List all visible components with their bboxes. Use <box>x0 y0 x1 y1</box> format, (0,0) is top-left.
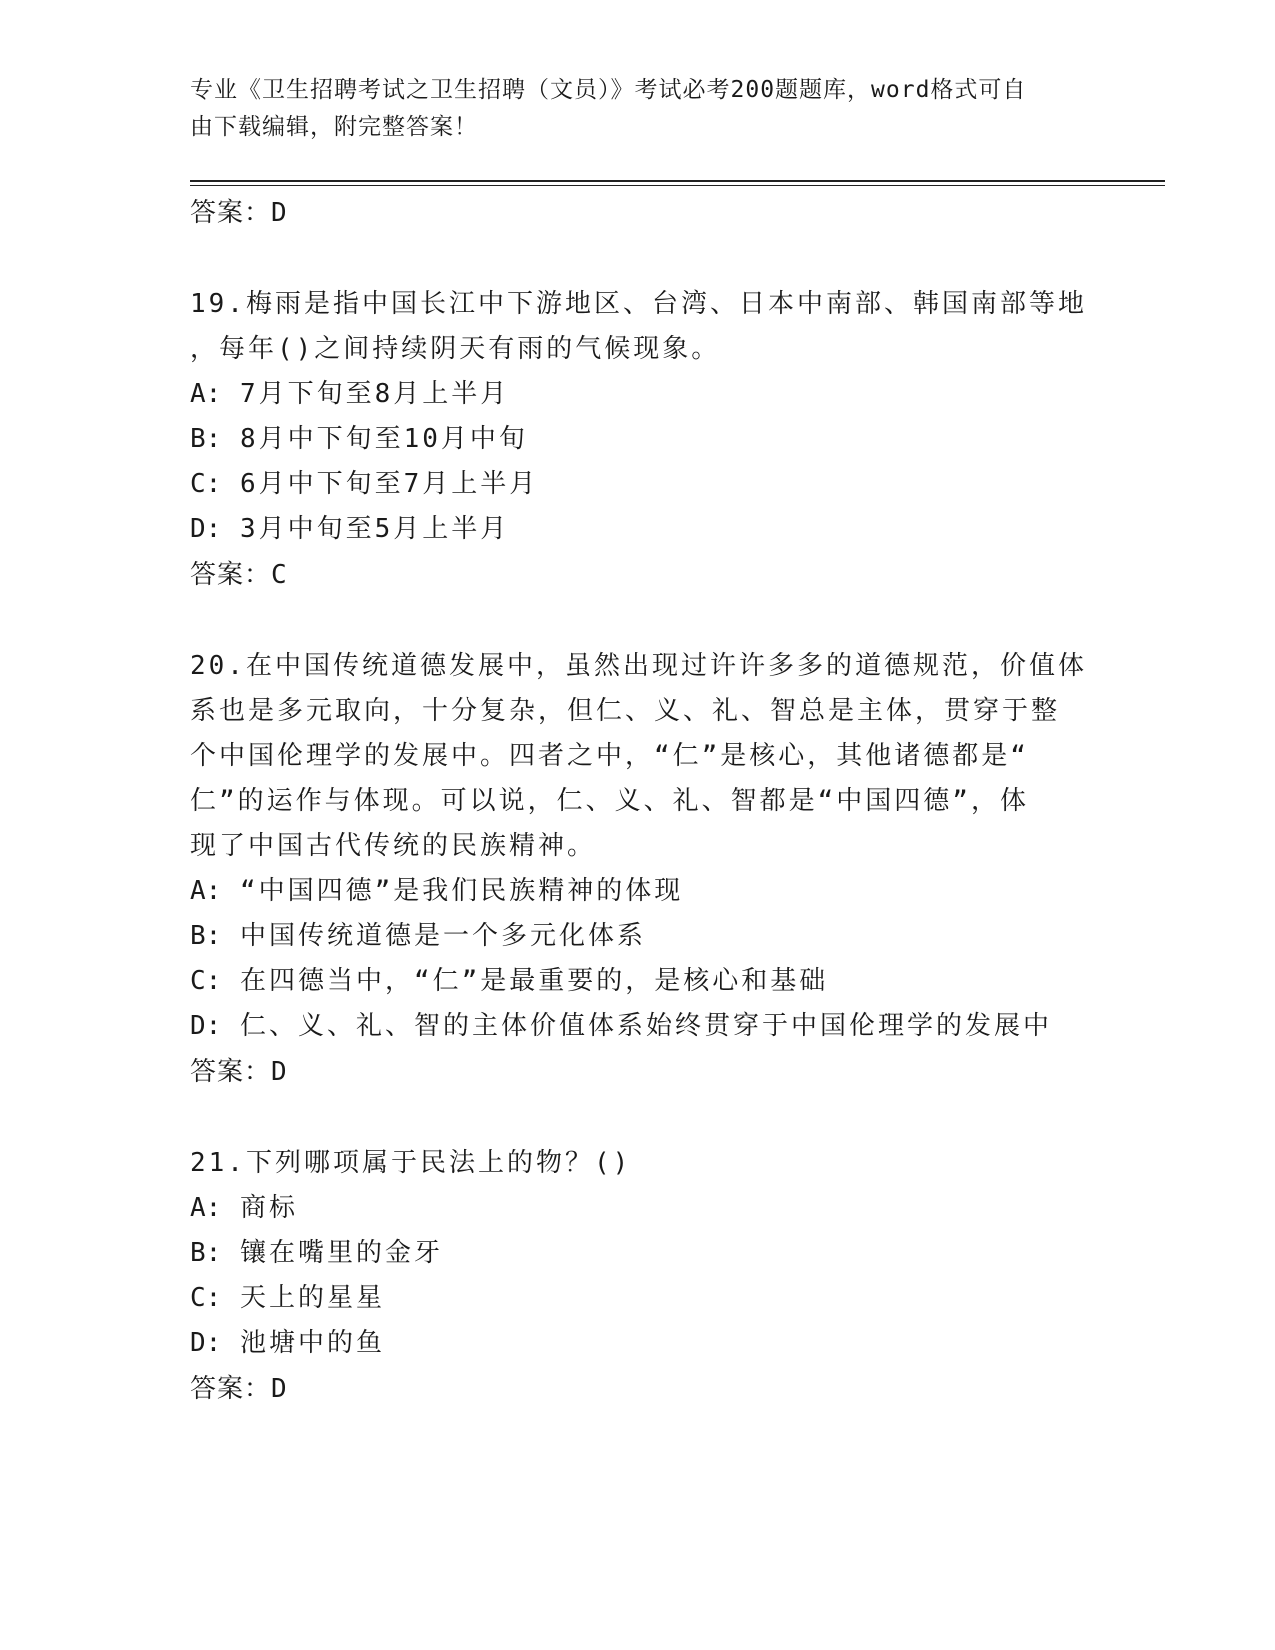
question-stem <box>190 282 1090 372</box>
option-text: 6月中下旬至7月上半月 <box>239 469 539 499</box>
header-line-1: 专业《卫生招聘考试之卫生招聘（文员）》考试必考200题题库，word格式可自 <box>190 77 1027 103</box>
question-stem <box>190 1141 1090 1186</box>
option-label: C: <box>190 1283 222 1313</box>
option-label: A: <box>190 876 222 906</box>
option-label: B: <box>190 1238 222 1268</box>
option-text: 仁、义、礼、智的主体价值体系始终贯穿于中国伦理学的发展中 <box>239 1011 1052 1041</box>
option-text: 天上的星星 <box>239 1283 385 1313</box>
option-b <box>190 417 1090 462</box>
option-label: B: <box>190 921 222 951</box>
question-stem <box>190 644 1090 869</box>
header-divider-thin <box>190 185 1165 186</box>
option-label: D: <box>190 1011 222 1041</box>
option-a <box>190 1186 1090 1231</box>
option-text: “中国四德”是我们民族精神的体现 <box>239 876 684 906</box>
question-answer: 答案：D <box>190 1374 288 1404</box>
option-d <box>190 1321 1090 1366</box>
stem-line: 现了中国古代传统的民族精神。 <box>190 831 597 861</box>
stem-line: 个中国伦理学的发展中。四者之中，“仁”是核心，其他诸德都是“ <box>190 741 1029 771</box>
stem-line: 19.梅雨是指中国长江中下游地区、台湾、日本中南部、韩国南部等地 <box>190 289 1087 319</box>
option-text: 中国传统道德是一个多元化体系 <box>239 921 646 951</box>
stem-line: 21.下列哪项属于民法上的物？() <box>190 1148 632 1178</box>
option-text: 商标 <box>239 1193 298 1223</box>
option-label: C: <box>190 966 222 996</box>
question-20 <box>190 644 1090 1095</box>
header-divider-thick <box>190 180 1165 182</box>
document-header <box>190 72 1090 146</box>
option-c <box>190 959 1090 1004</box>
stem-line: 20.在中国传统道德发展中，虽然出现过许许多多的道德规范，价值体 <box>190 651 1087 681</box>
option-text: 镶在嘴里的金牙 <box>239 1238 443 1268</box>
header-line-2: 由下载编辑，附完整答案！ <box>190 114 478 140</box>
option-label: C: <box>190 469 222 499</box>
stem-line: ，每年()之间持续阴天有雨的气候现象。 <box>190 334 721 364</box>
option-c <box>190 462 1090 507</box>
question-answer: 答案：C <box>190 560 288 590</box>
option-b <box>190 914 1090 959</box>
option-a <box>190 869 1090 914</box>
option-b <box>190 1231 1090 1276</box>
option-d <box>190 1004 1090 1049</box>
option-text: 池塘中的鱼 <box>239 1328 385 1358</box>
stem-line: 系也是多元取向，十分复杂，但仁、义、礼、智总是主体，贯穿于整 <box>190 696 1061 726</box>
stem-line: 仁”的运作与体现。可以说，仁、义、礼、智都是“中国四德”，体 <box>190 786 1029 816</box>
option-label: A: <box>190 379 222 409</box>
question-answer: 答案：D <box>190 1057 288 1087</box>
previous-question-answer: 答案：D <box>190 198 288 228</box>
question-list <box>190 190 1090 1412</box>
option-label: B: <box>190 424 222 454</box>
question-21 <box>190 1141 1090 1412</box>
option-c <box>190 1276 1090 1321</box>
option-text: 在四德当中，“仁”是最重要的，是核心和基础 <box>239 966 829 996</box>
option-label: A: <box>190 1193 222 1223</box>
question-19 <box>190 282 1090 598</box>
option-a <box>190 372 1090 417</box>
option-text: 8月中下旬至10月中旬 <box>239 424 528 454</box>
option-text: 3月中旬至5月上半月 <box>239 514 510 544</box>
option-text: 7月下旬至8月上半月 <box>239 379 510 409</box>
option-label: D: <box>190 1328 222 1358</box>
option-d <box>190 507 1090 552</box>
option-label: D: <box>190 514 222 544</box>
